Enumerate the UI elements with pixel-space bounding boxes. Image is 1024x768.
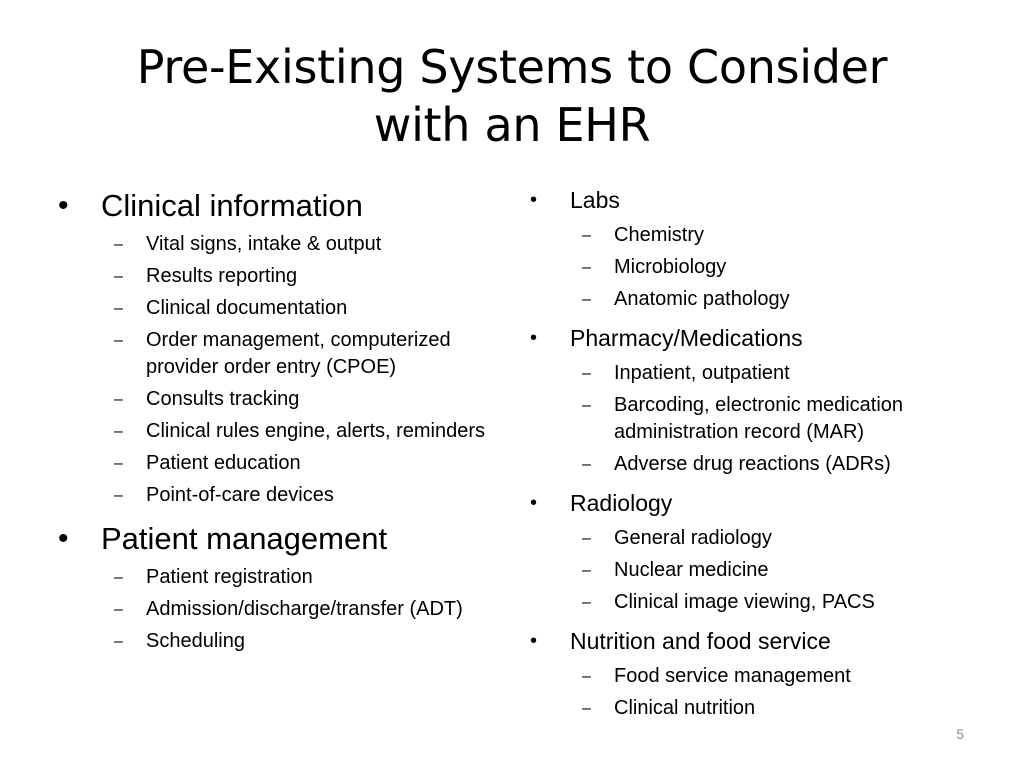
bullet-heading: Radiology bbox=[570, 490, 673, 516]
bullet-icon: • bbox=[58, 522, 69, 555]
sub-item bbox=[570, 525, 970, 552]
dash-icon: – bbox=[582, 700, 591, 717]
sub-item-label: Point-of-care devices bbox=[146, 484, 334, 506]
sub-item-label: Nuclear medicine bbox=[614, 559, 769, 581]
sub-item bbox=[570, 589, 970, 616]
sub-item-label: Scheduling bbox=[146, 630, 245, 652]
bullet-icon: • bbox=[530, 189, 538, 211]
dash-icon: – bbox=[582, 291, 591, 308]
sub-item-label: Clinical documentation bbox=[146, 297, 348, 319]
sub-list bbox=[570, 525, 970, 616]
dash-icon: – bbox=[582, 365, 591, 382]
sub-item-label: Patient education bbox=[146, 452, 301, 474]
dash-icon: – bbox=[114, 487, 123, 504]
dash-icon: – bbox=[114, 268, 123, 285]
sub-item bbox=[101, 386, 508, 413]
sub-list bbox=[570, 663, 970, 722]
sub-item bbox=[570, 360, 970, 387]
slide-title-line: Pre-Existing Systems to Consider bbox=[136, 40, 888, 94]
sub-item-label: Consults tracking bbox=[146, 388, 300, 410]
left-column bbox=[58, 186, 508, 665]
dash-icon: – bbox=[114, 423, 123, 440]
dash-icon: – bbox=[114, 455, 123, 472]
sub-item bbox=[101, 295, 508, 322]
sub-item bbox=[570, 286, 970, 313]
sub-list bbox=[570, 360, 970, 478]
dash-icon: – bbox=[582, 227, 591, 244]
bullet-item-pharmacy bbox=[530, 322, 970, 478]
sub-item bbox=[101, 418, 508, 445]
sub-item bbox=[101, 450, 508, 477]
sub-list bbox=[101, 231, 508, 509]
slide-title bbox=[40, 38, 984, 154]
sub-item-label: Microbiology bbox=[614, 256, 727, 278]
bullet-icon: • bbox=[58, 189, 69, 222]
sub-item bbox=[101, 564, 508, 591]
dash-icon: – bbox=[114, 633, 123, 650]
dash-icon: – bbox=[114, 332, 123, 349]
sub-item-label: Clinical image viewing, PACS bbox=[614, 591, 875, 613]
bullet-heading: Clinical information bbox=[101, 188, 363, 223]
dash-icon: – bbox=[582, 530, 591, 547]
bullet-item-nutrition bbox=[530, 625, 970, 722]
sub-list bbox=[570, 222, 970, 313]
sub-item bbox=[570, 451, 970, 478]
sub-item-label: Admission/discharge/transfer (ADT) bbox=[146, 598, 463, 620]
dash-icon: – bbox=[582, 259, 591, 276]
sub-item-label: Vital signs, intake & output bbox=[146, 233, 382, 255]
sub-item bbox=[101, 231, 508, 258]
left-bullet-list bbox=[58, 186, 508, 655]
right-column bbox=[530, 184, 970, 731]
bullet-heading: Patient management bbox=[101, 521, 388, 556]
sub-item-label: Inpatient, outpatient bbox=[614, 362, 790, 384]
bullet-item-patient-management bbox=[58, 519, 508, 655]
dash-icon: – bbox=[582, 594, 591, 611]
sub-item bbox=[570, 222, 970, 249]
bullet-item-radiology bbox=[530, 487, 970, 616]
bullet-icon: • bbox=[530, 630, 538, 652]
sub-item-label: General radiology bbox=[614, 527, 772, 549]
sub-item-label: Barcoding, electronic medication administration record (MAR) bbox=[614, 394, 904, 443]
dash-icon: – bbox=[114, 391, 123, 408]
sub-item-label: Patient registration bbox=[146, 566, 313, 588]
sub-item bbox=[570, 663, 970, 690]
right-bullet-list bbox=[530, 184, 970, 722]
dash-icon: – bbox=[582, 397, 591, 414]
bullet-item-clinical-information bbox=[58, 186, 508, 509]
bullet-heading: Pharmacy/Medications bbox=[570, 325, 803, 351]
sub-item bbox=[101, 596, 508, 623]
sub-item bbox=[570, 557, 970, 584]
dash-icon: – bbox=[582, 562, 591, 579]
sub-item bbox=[570, 695, 970, 722]
dash-icon: – bbox=[582, 456, 591, 473]
sub-item-label: Anatomic pathology bbox=[614, 288, 790, 310]
sub-item-label: Order management, computerized provider order entry (CPOE) bbox=[146, 329, 451, 378]
sub-item-label: Adverse drug reactions (ADRs) bbox=[614, 453, 891, 475]
dash-icon: – bbox=[114, 300, 123, 317]
bullet-heading: Labs bbox=[570, 187, 620, 213]
bullet-heading: Nutrition and food service bbox=[570, 628, 831, 654]
sub-item-label: Food service management bbox=[614, 665, 851, 687]
sub-item-label: Chemistry bbox=[614, 224, 705, 246]
bullet-icon: • bbox=[530, 327, 538, 349]
sub-item-label: Clinical rules engine, alerts, reminders bbox=[146, 420, 486, 442]
sub-item-label: Clinical nutrition bbox=[614, 697, 756, 719]
dash-icon: – bbox=[114, 601, 123, 618]
sub-item bbox=[101, 263, 508, 290]
dash-icon: – bbox=[114, 569, 123, 586]
sub-item bbox=[570, 254, 970, 281]
dash-icon: – bbox=[582, 668, 591, 685]
sub-list bbox=[101, 564, 508, 655]
sub-item bbox=[101, 327, 508, 381]
sub-item bbox=[101, 628, 508, 655]
slide-title-line: with an EHR bbox=[373, 98, 651, 152]
dash-icon: – bbox=[114, 236, 123, 253]
bullet-icon: • bbox=[530, 492, 538, 514]
sub-item bbox=[101, 482, 508, 509]
sub-item-label: Results reporting bbox=[146, 265, 298, 287]
sub-item bbox=[570, 392, 970, 446]
page-number: 5 bbox=[956, 726, 964, 742]
bullet-item-labs bbox=[530, 184, 970, 313]
